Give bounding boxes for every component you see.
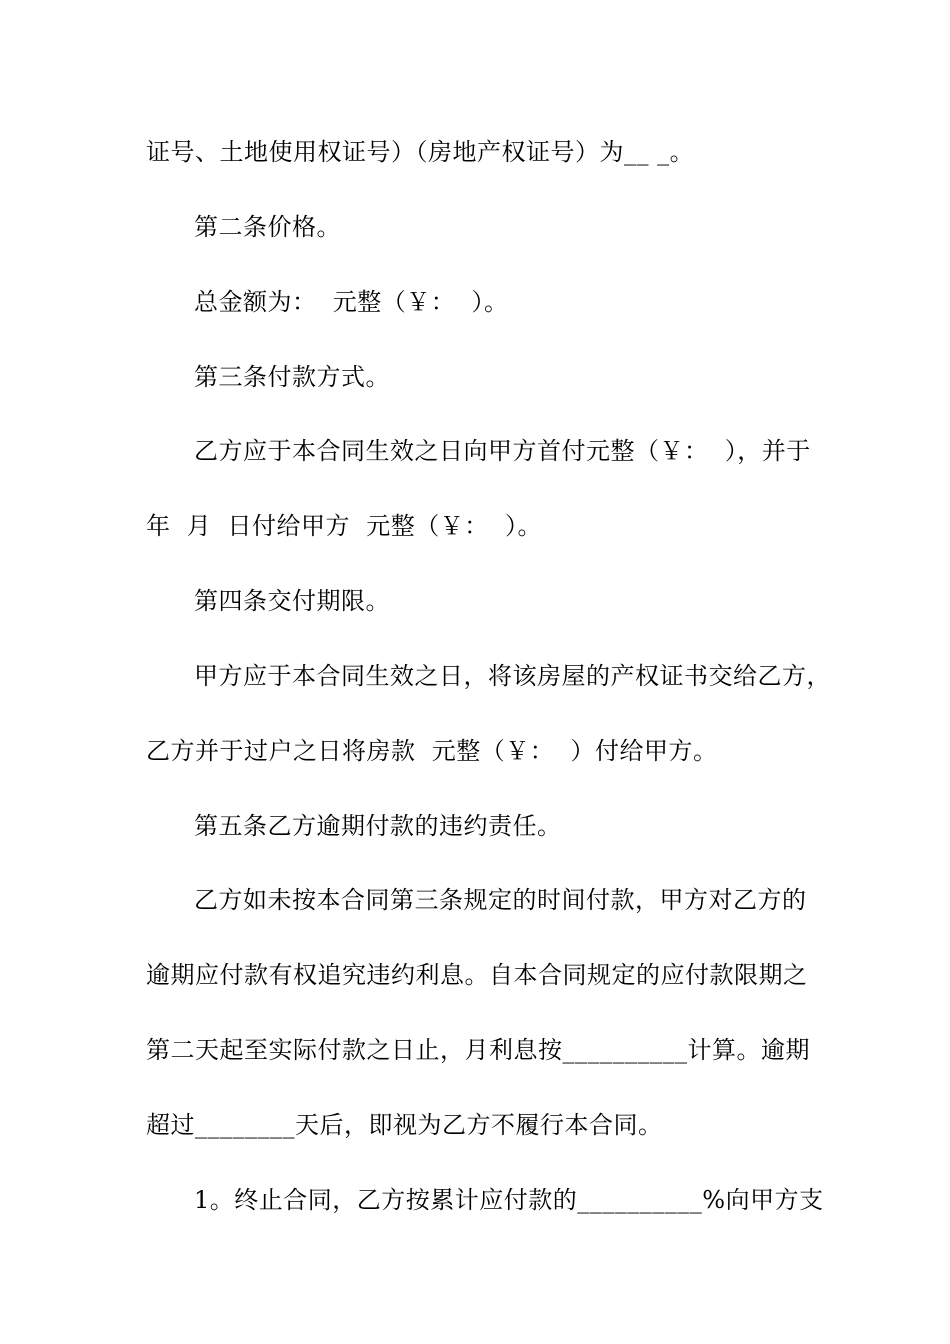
text-line-5: 乙方应于本合同生效之日向甲方首付元整（￥： ），并于 (194, 437, 811, 465)
text-line-13: 第二天起至实际付款之日止，月利息按__________计算。逾期 (146, 1036, 810, 1064)
text-line-14: 超过________天后，即视为乙方不履行本合同。 (146, 1111, 663, 1139)
text-line-4: 第三条付款方式。 (194, 363, 390, 391)
text-line-8: 甲方应于本合同生效之日，将该房屋的产权证书交给乙方， (194, 662, 831, 690)
text-line-10: 第五条乙方逾期付款的违约责任。 (194, 812, 562, 840)
text-line-7: 第四条交付期限。 (194, 587, 390, 615)
text-line-15: 1。终止合同，乙方按累计应付款的__________%向甲方支 (194, 1186, 824, 1214)
text-line-9: 乙方并于过户之日将房款 元整（￥： ）付给甲方。 (146, 737, 718, 765)
text-line-3: 总金额为： 元整（￥： ）。 (194, 288, 509, 316)
text-line-2: 第二条价格。 (194, 213, 341, 241)
text-line-11: 乙方如未按本合同第三条规定的时间付款，甲方对乙方的 (194, 886, 807, 914)
text-line-6: 年 月 日付给甲方 元整（￥： ）。 (146, 512, 543, 540)
text-line-12: 逾期应付款有权追究违约利息。自本合同规定的应付款限期之 (146, 961, 808, 989)
text-line-1: 证号、土地使用权证号）（房地产权证号）为__ _。 (146, 138, 695, 166)
